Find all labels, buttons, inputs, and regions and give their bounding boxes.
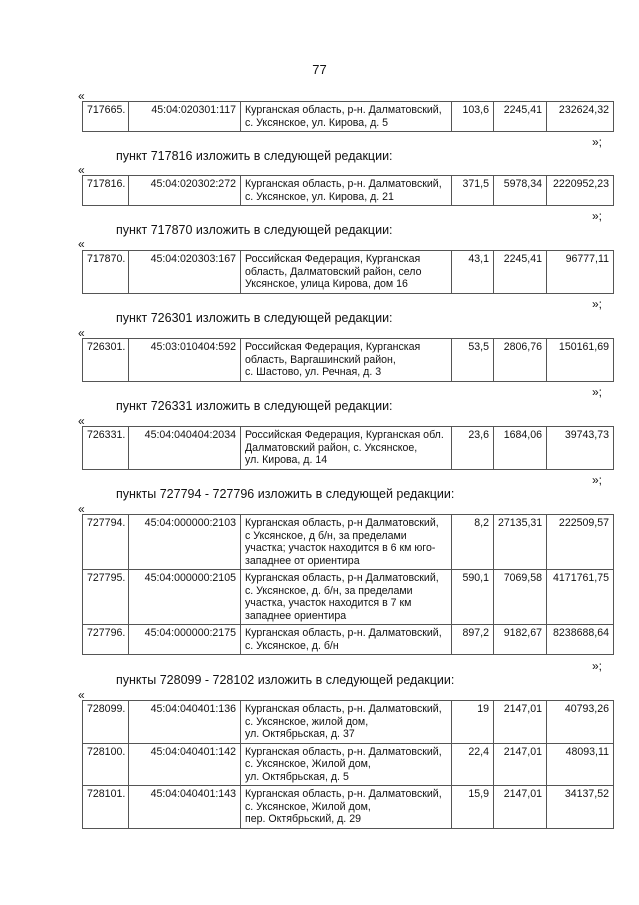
- address-line: Курганская область, р-н. Далматовский,: [245, 104, 442, 116]
- area-cell: 8,2: [452, 515, 494, 570]
- section-heading: пункты 728099 - 728102 изложить в следующей редакции:: [116, 673, 455, 687]
- area-cell: 53,5: [452, 339, 494, 382]
- area-cell: 22,4: [452, 743, 494, 786]
- open-quote: «: [78, 502, 85, 516]
- section-heading: пункт 717816 изложить в следующей редакции:: [116, 149, 393, 163]
- open-quote: «: [78, 414, 85, 428]
- section-heading: пункт 726301 изложить в следующей редакции:: [116, 311, 393, 325]
- address-line: западнее от ориентира: [245, 554, 360, 567]
- open-quote: «: [78, 688, 85, 702]
- record-table: [82, 101, 614, 132]
- table-row: [83, 625, 614, 655]
- address-line: Далматовский район, с. Уксянское,: [245, 441, 418, 454]
- address-line: с Уксянское, д б/н, за пределами: [245, 529, 407, 542]
- address-line: Курганская область, р-н. Далматовский,: [245, 627, 442, 639]
- address-line: пер. Октябрьский, д. 29: [245, 813, 361, 825]
- address-line: Курганская область, р-н. Далматовский,: [245, 788, 442, 800]
- address-cell: [241, 339, 452, 382]
- rate-cell: 2147,01: [494, 701, 547, 744]
- address-line: Уксянское, улица Кирова, дом 16: [245, 278, 408, 290]
- address-cell: [241, 786, 452, 829]
- address-cell: [241, 570, 452, 625]
- value-cell: 40793,26: [547, 701, 614, 744]
- rate-cell: 7069,58: [494, 570, 547, 625]
- record-table: [82, 175, 614, 206]
- cadastral-number: 45:04:000000:2175: [129, 625, 241, 655]
- open-quote: «: [78, 89, 85, 103]
- open-quote: «: [78, 163, 85, 177]
- item-number: 728099.: [83, 701, 129, 744]
- item-number: 717816.: [83, 176, 129, 206]
- address-cell: [241, 625, 452, 655]
- record-table: [82, 514, 614, 655]
- address-line: участка, участок находится в 7 км: [245, 597, 412, 609]
- table-row: [83, 176, 614, 206]
- rate-cell: 2245,41: [494, 251, 547, 294]
- cadastral-number: 45:04:020302:272: [129, 176, 241, 206]
- item-number: 727794.: [83, 515, 129, 570]
- cadastral-number: 45:04:000000:2105: [129, 570, 241, 625]
- address-line: с. Уксянское, ул. Кирова, д. 5: [245, 116, 389, 129]
- address-cell: [241, 427, 452, 470]
- item-number: 726331.: [83, 427, 129, 470]
- area-cell: 590,1: [452, 570, 494, 625]
- item-number: 728101.: [83, 786, 129, 829]
- page-number: 77: [312, 62, 327, 77]
- value-cell: 48093,11: [547, 743, 614, 786]
- value-cell: 34137,52: [547, 786, 614, 829]
- address-line: ул. Октябрьская, д. 5: [245, 770, 349, 783]
- address-line: западнее ориентира: [245, 609, 347, 622]
- address-line: с. Шастово, ул. Речная, д. 3: [245, 366, 382, 378]
- cadastral-number: 45:04:020301:117: [129, 102, 241, 132]
- value-cell: 8238688,64: [547, 625, 614, 655]
- address-line: с. Уксянское, ул. Кирова, д. 21: [245, 190, 394, 203]
- table-row: [83, 427, 614, 470]
- address-line: Курганская область, р-н. Далматовский,: [245, 703, 442, 715]
- open-quote: «: [78, 237, 85, 251]
- value-cell: 39743,73: [547, 427, 614, 470]
- rate-cell: 9182,67: [494, 625, 547, 655]
- close-quote: »;: [592, 385, 603, 399]
- item-number: 726301.: [83, 339, 129, 382]
- section-heading: пункты 727794 - 727796 изложить в следующей редакции:: [116, 487, 455, 501]
- rate-cell: 2147,01: [494, 743, 547, 786]
- address-line: Курганская область, р-н Далматовский,: [245, 572, 439, 584]
- area-cell: 371,5: [452, 176, 494, 206]
- area-cell: 43,1: [452, 251, 494, 294]
- value-cell: 222509,57: [547, 515, 614, 570]
- table-row: [83, 515, 614, 570]
- item-number: 727795.: [83, 570, 129, 625]
- rate-cell: 1684,06: [494, 427, 547, 470]
- area-cell: 19: [452, 701, 494, 744]
- area-cell: 15,9: [452, 786, 494, 829]
- cadastral-number: 45:04:000000:2103: [129, 515, 241, 570]
- item-number: 728100.: [83, 743, 129, 786]
- rate-cell: 2147,01: [494, 786, 547, 829]
- address-line: Российская Федерация, Курганская: [245, 253, 421, 265]
- address-line: с. Уксянское, Жилой дом,: [245, 758, 371, 770]
- item-number: 727796.: [83, 625, 129, 655]
- table-row: [83, 743, 614, 786]
- record-table: [82, 426, 614, 470]
- table-row: [83, 570, 614, 625]
- area-cell: 23,6: [452, 427, 494, 470]
- record-table: [82, 338, 614, 382]
- cadastral-number: 45:04:040401:142: [129, 743, 241, 786]
- rate-cell: 2806,76: [494, 339, 547, 382]
- cadastral-number: 45:04:040401:136: [129, 701, 241, 744]
- cadastral-number: 45:04:040404:2034: [129, 427, 241, 470]
- table-row: [83, 102, 614, 132]
- address-cell: [241, 102, 452, 132]
- address-line: Курганская область, р-н. Далматовский,: [245, 745, 442, 758]
- area-cell: 897,2: [452, 625, 494, 655]
- table-row: [83, 339, 614, 382]
- address-line: Курганская область, р-н Далматовский,: [245, 517, 439, 529]
- address-cell: [241, 251, 452, 294]
- item-number: 717870.: [83, 251, 129, 294]
- cadastral-number: 45:04:020303:167: [129, 251, 241, 294]
- section-heading: пункт 717870 изложить в следующей редакции:: [116, 223, 393, 237]
- close-quote: »;: [592, 209, 603, 223]
- address-line: с. Уксянское, д. б/н, за пределами: [245, 584, 413, 597]
- table-row: [83, 786, 614, 829]
- address-line: Курганская область, р-н. Далматовский,: [245, 178, 442, 190]
- item-number: 717665.: [83, 102, 129, 132]
- record-table: [82, 250, 614, 294]
- close-quote: »;: [592, 473, 603, 487]
- rate-cell: 5978,34: [494, 176, 547, 206]
- value-cell: 2220952,23: [547, 176, 614, 206]
- close-quote: »;: [592, 659, 603, 673]
- value-cell: 96777,11: [547, 251, 614, 294]
- address-cell: [241, 701, 452, 744]
- address-line: область, Варгашинский район,: [245, 353, 396, 366]
- address-line: область, Далматовский район, село: [245, 265, 422, 278]
- address-line: участка; участок находится в 6 км юго-: [245, 542, 436, 554]
- record-table: [82, 700, 614, 829]
- area-cell: 103,6: [452, 102, 494, 132]
- table-row: [83, 251, 614, 294]
- open-quote: «: [78, 326, 85, 340]
- address-line: с. Уксянское, Жилой дом,: [245, 800, 371, 813]
- table-row: [83, 701, 614, 744]
- section-heading: пункт 726331 изложить в следующей редакции:: [116, 399, 393, 413]
- value-cell: 4171761,75: [547, 570, 614, 625]
- address-cell: [241, 176, 452, 206]
- cadastral-number: 45:04:040401:143: [129, 786, 241, 829]
- address-line: ул. Октябрьская, д. 37: [245, 728, 355, 740]
- address-cell: [241, 515, 452, 570]
- value-cell: 232624,32: [547, 102, 614, 132]
- cadastral-number: 45:03:010404:592: [129, 339, 241, 382]
- address-line: ул. Кирова, д. 14: [245, 454, 328, 466]
- value-cell: 150161,69: [547, 339, 614, 382]
- address-line: с. Уксянское, жилой дом,: [245, 715, 369, 728]
- close-quote: »;: [592, 135, 603, 149]
- address-line: Российская Федерация, Курганская обл.: [245, 429, 444, 441]
- address-line: Российская Федерация, Курганская: [245, 341, 421, 353]
- address-line: с. Уксянское, д. б/н: [245, 639, 339, 652]
- rate-cell: 27135,31: [494, 515, 547, 570]
- address-cell: [241, 743, 452, 786]
- close-quote: »;: [592, 297, 603, 311]
- rate-cell: 2245,41: [494, 102, 547, 132]
